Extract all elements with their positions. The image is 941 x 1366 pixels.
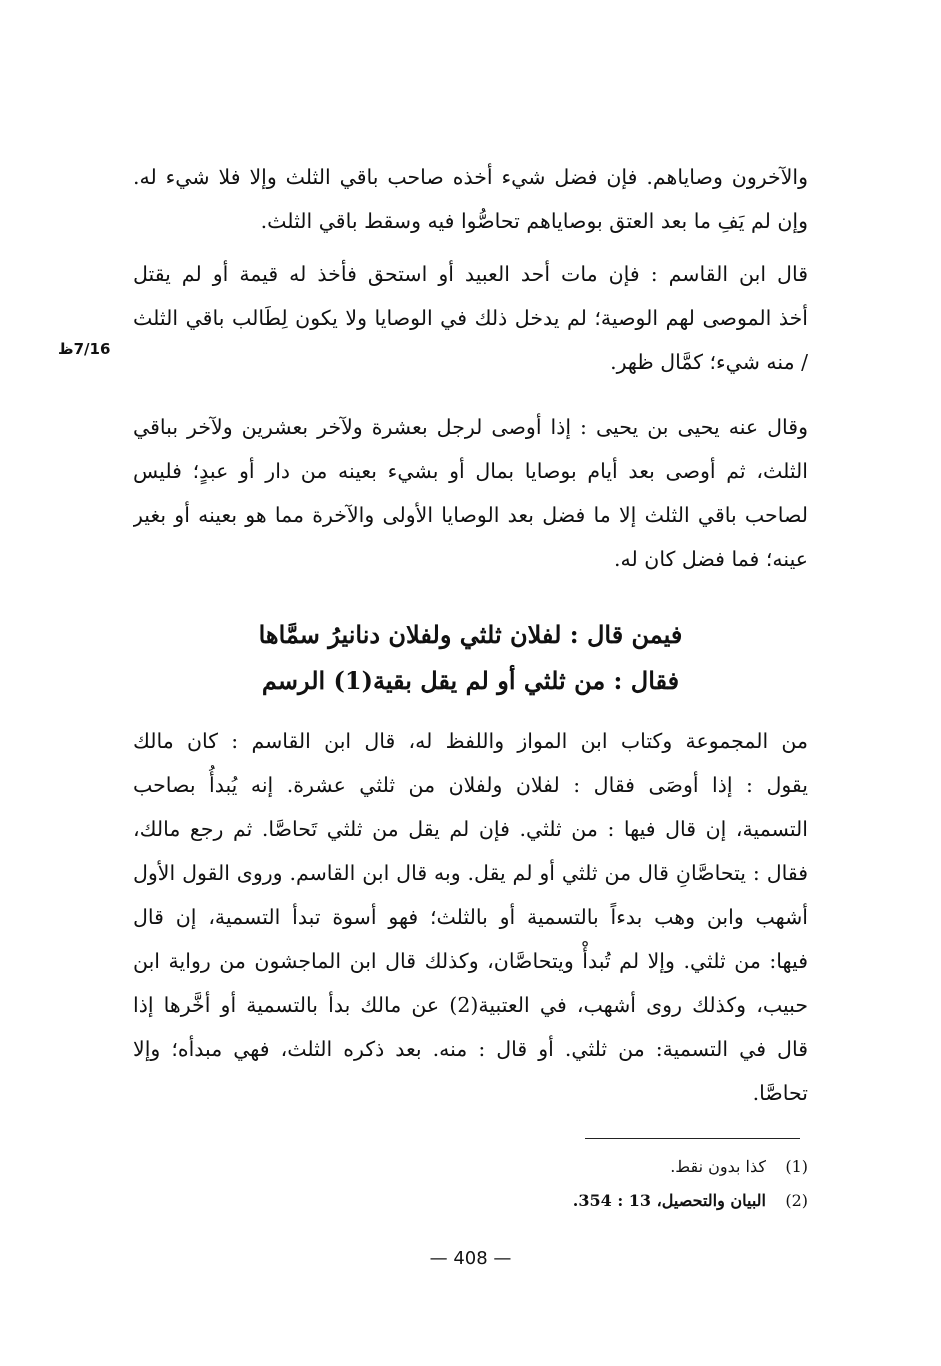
text-line: التسمية، إن قال فيها : من ثلثي. فإن لم يقل من ثلثي تَحاصَّا. ثم رجع مالك، bbox=[133, 817, 808, 841]
text-line: الثلث، ثم أوصى بعد أيام بوصايا بمال أو بشيء بعينه من دار أو عبدٍ؛ فليس bbox=[133, 459, 808, 483]
text-line: عينه؛ فما فضل كان له. bbox=[614, 547, 808, 571]
footnote-1 bbox=[133, 1150, 808, 1184]
paragraph-2 bbox=[133, 252, 808, 384]
text-line: لصاحب باقي الثلث إلا ما فضل بعد الوصايا الأولى والآخرة مما هو بعينه أو بغير bbox=[133, 503, 808, 527]
text-line: وقال عنه يحيى بن يحيى : إذا أوصى لرجل بعشرة ولآخر بعشرين ولآخر بباقي bbox=[133, 415, 808, 439]
margin-folio-note: 7/16ظ bbox=[58, 340, 111, 358]
footnote-text: كذا بدون نقط. bbox=[670, 1157, 766, 1176]
text-line: قال ابن القاسم : فإن مات أحد العبيد أو استحق فأخذ له قيمة أو لم يقتل bbox=[133, 262, 808, 286]
heading-line-1: فيمن قال : لفلان ثلثي ولفلان دنانيرُ سمَّاها bbox=[258, 620, 683, 649]
footnote-divider bbox=[585, 1138, 800, 1139]
section-heading bbox=[133, 612, 808, 704]
text-line: من المجموعة وكتاب ابن المواز واللفظ له، قال ابن القاسم : كان مالك bbox=[133, 729, 808, 753]
page-number: — 408 — bbox=[429, 1248, 512, 1269]
footnote-text: البيان والتحصيل، 13 : 354. bbox=[572, 1191, 766, 1210]
text-line: تحاصَّا. bbox=[752, 1081, 808, 1105]
footnote-2 bbox=[133, 1184, 808, 1218]
footnotes bbox=[133, 1150, 808, 1218]
text-line: حبيب، وكذلك روى أشهب، في العتبية(2) عن مالك بدأ بالتسمية أو أخَّرها إذا bbox=[133, 993, 808, 1017]
heading-line-2: فقال : من ثلثي أو لم يقل بقية(1) الرسم bbox=[261, 666, 680, 695]
text-line: والآخرون وصاياهم. فإن فضل شيء أخذه صاحب باقي الثلث وإلا فلا شيء له. bbox=[133, 165, 808, 189]
text-line: أشهب وابن وهب بدءاً بالتسمية أو بالثلث؛ فهو أسوة تبدأ التسمية، إن قال bbox=[133, 905, 808, 929]
text-line: وإن لم يَفِ ما بعد العتق بوصاياهم تحاصُّوا فيه وسقط باقي الثلث. bbox=[260, 209, 808, 233]
text-line: / منه شيء؛ كمَّال ظهر. bbox=[610, 350, 808, 374]
paragraph-3 bbox=[133, 405, 808, 581]
text-line: فقال : يتحاصَّانِ قال من ثلثي أو لم يقل. وبه قال ابن القاسم. وروى القول الأول bbox=[133, 861, 808, 885]
text-line: أخذ الموصى لهم الوصية؛ لم يدخل ذلك في الوصايا ولا يكون لِطَالب باقي الثلث bbox=[133, 306, 808, 330]
text-line: فيها: من ثلثي. وإلا لم تُبدأْ ويتحاصَّان، وكذلك قال ابن الماجشون من رواية ابن bbox=[133, 949, 808, 973]
paragraph-4 bbox=[133, 719, 808, 1115]
text-line: قال في التسمية: من ثلثي. أو قال : منه. بعد ذكره الثلث، فهي مبدأه؛ وإلا bbox=[133, 1037, 808, 1061]
text-line: يقول : إذا أوصَى فقال : لفلان ولفلان من ثلثي عشرة. إنه يُبدأُ بصاحب bbox=[133, 773, 808, 797]
footnote-number: (1) bbox=[785, 1157, 808, 1176]
footnote-number: (2) bbox=[785, 1191, 808, 1210]
paragraph-1 bbox=[133, 155, 808, 243]
